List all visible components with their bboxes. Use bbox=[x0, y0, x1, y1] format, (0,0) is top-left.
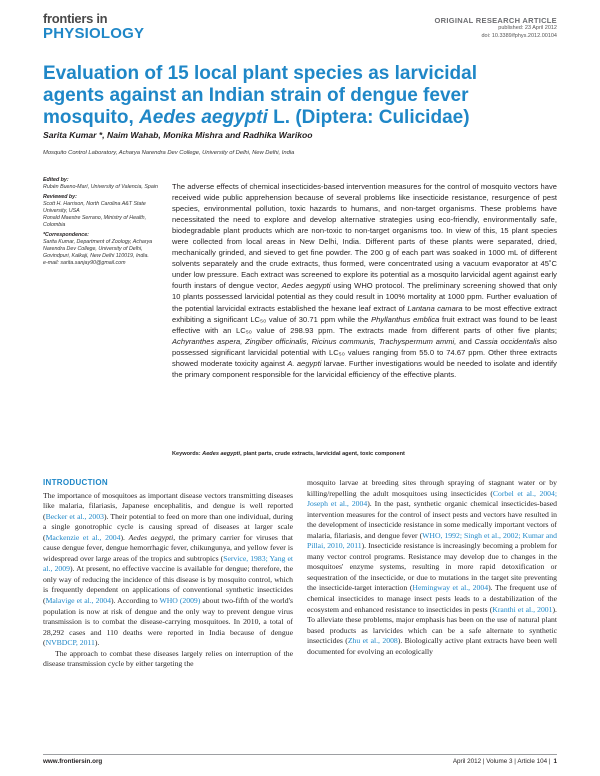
reviewed-by-label: Reviewed by: bbox=[43, 194, 77, 200]
article-type: ORIGINAL RESEARCH ARTICLE bbox=[434, 16, 557, 25]
article-title bbox=[43, 63, 543, 129]
title-text: Evaluation of 15 local plant species as larvicidal agents against an Indian strain of dengue fever mosquito, bbox=[43, 63, 478, 128]
abstract-text: using WHO protocol. The preliminary screening showed that only 10 plants possessed larvicidal potential as they could result in 100% mortality at 1000 ppm. Further evaluation of the potential larvicidal extracts established the hexane leaf extract of bbox=[172, 281, 557, 313]
section-heading: INTRODUCTION bbox=[43, 478, 108, 487]
abstract-species: A. aegypti bbox=[287, 358, 322, 368]
intro-paragraph-1: The importance of mosquitoes as important disease vectors transmitting diseases like malaria, filariasis, Japanese encephalitis, and dengue is well reported (Becker et al., 2003). Their potential to feed on more than one individual, during a single gonotrophic cycle is causing spread of diseases at larger scale (Mackenzie et al., 2004). Aedes aegypti, the primary carrier for viruses that cause dengue fever, dengue hemorrhagic fever, chikungunya, and yellow fever is widespread over large areas of the tropics and subtropics (Service, 1983; Yang et al., 2009). At present, no effective vaccine is available for dengue; therefore, the only way of reducing the incidence of this disease is by mosquito control, which is frequently dependent on applications of conventional synthetic insecticides (Malavige et al., 2004). According to WHO (2009) about two-fifth of the world's population is now at risk of dengue and the only way to prevent dengue virus transmission is to combat the disease-carrying mosquitoes. In 2010, a total of 28,292 cases and 110 deaths were reported in India because of dengue (NVBDCP, 2011). bbox=[43, 490, 294, 648]
intro-paragraph-2-cont: mosquito larvae at breeding sites through spraying of stagnant water or by killing/repelling the adult mosquitoes using insecticides (Corbel et al., 2004; Joseph et al., 2004). In the past, synthetic organic chemical insecticides-based intervention measures for the control of insect pests and vectors have resulted in the development of insecticide resistance in some medically important vectors of malaria, filariasis, and dengue fever (WHO, 1992; Singh et al., 2002; Kumar and Pillai, 2010, 2011). Insecticide resistance is increasingly becoming a problem for many vector control programs. Resistance may develop due to changes in the mosquitoes' enzyme systems, resulting in more rapid detoxification or sequestration of the insecticide, or due to mutations in the target site preventing the insecticide-target interaction (Hemingway et al., 2004). The frequent use of chemical insecticides to manage insect pests leads to a destabilization of the ecosystem and enhanced resistance to insecticides in pests (Kranthi et al., 2001). To alleviate these problems, major emphasis has been on the use of natural plant based products as larvicides which can be a safe alternate to synthetic insecticides (Zhu et al., 2008). Biologically active plant extracts have been well documented for evolving an ecologically bbox=[307, 478, 558, 656]
abstract-text: and bbox=[456, 336, 475, 346]
keywords bbox=[172, 451, 557, 457]
journal-logo-line1: frontiers in bbox=[43, 11, 108, 26]
footer-citation-text: April 2012 | Volume 3 | Article 104 | bbox=[452, 758, 551, 765]
correspondence-email[interactable]: e-mail: sarita.sanjay90@gmail.com bbox=[43, 260, 126, 266]
citation-link[interactable]: NVBDCP, 2011 bbox=[45, 638, 95, 648]
reviewer-2: Ronald Maestre Serrano, Ministry of Health, Colombia bbox=[43, 215, 147, 228]
keywords-list: , plant parts, crude extracts, larvicidal agent, toxic component bbox=[240, 451, 405, 457]
page-number: 1 bbox=[553, 758, 557, 765]
citation-link[interactable]: Zhu et al., 2008 bbox=[347, 636, 398, 646]
abstract-species: Achyranthes aspera, Zingiber officinalis, Ricinus communis, Trachyspermum ammi, bbox=[172, 336, 457, 346]
abstract-species: Aedes aegypti bbox=[281, 281, 331, 291]
editor-name: Rubén Bueno-Marí, University of Valencia, Spain bbox=[43, 184, 158, 190]
citation-link[interactable]: Hemingway et al., 2004 bbox=[412, 583, 489, 593]
author-list: Sarita Kumar *, Naim Wahab, Monika Mishra and Radhika Warikoo bbox=[43, 130, 313, 140]
correspondence-address: Sarita Kumar, Department of Zoology, Acharya Narendra Dev College, University of Delhi, Govindpuri, Kalkaji, New Delhi 110019, India. bbox=[43, 239, 153, 259]
abstract-text: fruit extract was found to be least effective with an LC₅₀ value of 298.93 ppm. The extracts made from different parts of other five plants; bbox=[172, 314, 557, 335]
citation-link[interactable]: Corbel et al., 2004; Joseph et al., 2004 bbox=[307, 488, 558, 509]
citation-link[interactable]: Service, 1983; Yang et al., 2009 bbox=[43, 553, 293, 574]
journal-logo-line2: PHYSIOLOGY bbox=[43, 25, 145, 42]
reviewer-1: Scott H. Harrison, North Carolina A&T State University, USA bbox=[43, 201, 146, 214]
footer-website[interactable]: www.frontiersin.org bbox=[43, 758, 103, 765]
abstract-text: The adverse effects of chemical insecticides-based intervention measures for the control of mosquito vectors have received wide public apprehension because of several problems like insecticide resistance, resurgence of pest species, environmental pollution, toxic hazards to humans, and non-target organisms. These problems have necessitated the need to explore and develop alternative strategies using eco-friendly, environmentally safe, biodegradable plant products which are non-toxic to non-target organisms too. In view of this, 15 plant species were collected from local areas in New Delhi, India. Different parts of these plants were separated, dried, mechanically grinded, and sieved to get fine powder. The 200 g of each part was soaked in 1000 mL of different solvents separately and the crude extracts, thus formed, were concentrated using a vacuum evaporator at 45˚C under low pressure. Each extract was screened to explore its potential as a mosquito larvicidal agent against early fourth instars of dengue vector, bbox=[172, 182, 557, 291]
abstract-text: larvae. Further investigations would be needed to isolate and identify the primary component responsible for the larvicidal efficiency of the effective plants. bbox=[172, 358, 557, 379]
abstract-species: Lantana camara bbox=[407, 303, 463, 313]
title-species: Aedes aegypti bbox=[139, 107, 268, 128]
citation-link[interactable]: WHO, 1992; Singh et al., 2002; Kumar and Pillai, 2010, 2011 bbox=[307, 530, 557, 551]
abstract-text: also possessed significant larvicidal potential with LC₅₀ values ranging from 55.0 to 74.67 ppm. Other three extracts showed moderate toxicity against bbox=[172, 336, 558, 368]
keywords-label: Keywords: bbox=[172, 451, 203, 457]
doi: doi: 10.3389/fphys.2012.00104 bbox=[481, 32, 557, 39]
affiliation: Mosquito Control Laboratory, Acharya Narendra Dev College, University of Delhi, New Delhi, India bbox=[43, 150, 295, 156]
citation-link[interactable]: Becker et al., 2003 bbox=[45, 511, 104, 521]
citation-link[interactable]: Malavige et al., 2004 bbox=[45, 596, 111, 606]
journal-logo bbox=[43, 12, 144, 41]
editorial-sidebar bbox=[43, 177, 161, 267]
citation-link[interactable]: Mackenzie et al., 2004 bbox=[45, 532, 121, 542]
abstract-text: to be most effective extract exhibiting a significant LC₅₀ value of 30.71 ppm while the bbox=[172, 303, 557, 324]
abstract-species: Cassia occidentalis bbox=[474, 336, 541, 346]
body-column-right bbox=[307, 478, 557, 657]
article-meta bbox=[434, 16, 557, 40]
footer-divider bbox=[43, 754, 557, 755]
body-column-left bbox=[43, 478, 293, 670]
published-date: published: 23 April 2012 bbox=[498, 25, 557, 31]
citation-link[interactable]: Kranthi et al., 2001 bbox=[492, 604, 553, 614]
keyword-species: Aedes aegypti bbox=[202, 451, 241, 457]
intro-paragraph-2: The approach to combat these diseases largely relies on interruption of the disease transmission cycle by either targeting the bbox=[43, 648, 293, 669]
citation-link[interactable]: WHO (2009) bbox=[159, 596, 201, 606]
abstract-species: Phyllanthus emblica bbox=[371, 314, 440, 324]
abstract bbox=[172, 181, 557, 380]
correspondence-label: *Correspondence: bbox=[43, 232, 89, 238]
footer-citation bbox=[453, 758, 557, 765]
edited-by-label: Edited by: bbox=[43, 177, 69, 183]
title-text-end: L. (Diptera: Culicidae) bbox=[267, 107, 470, 128]
